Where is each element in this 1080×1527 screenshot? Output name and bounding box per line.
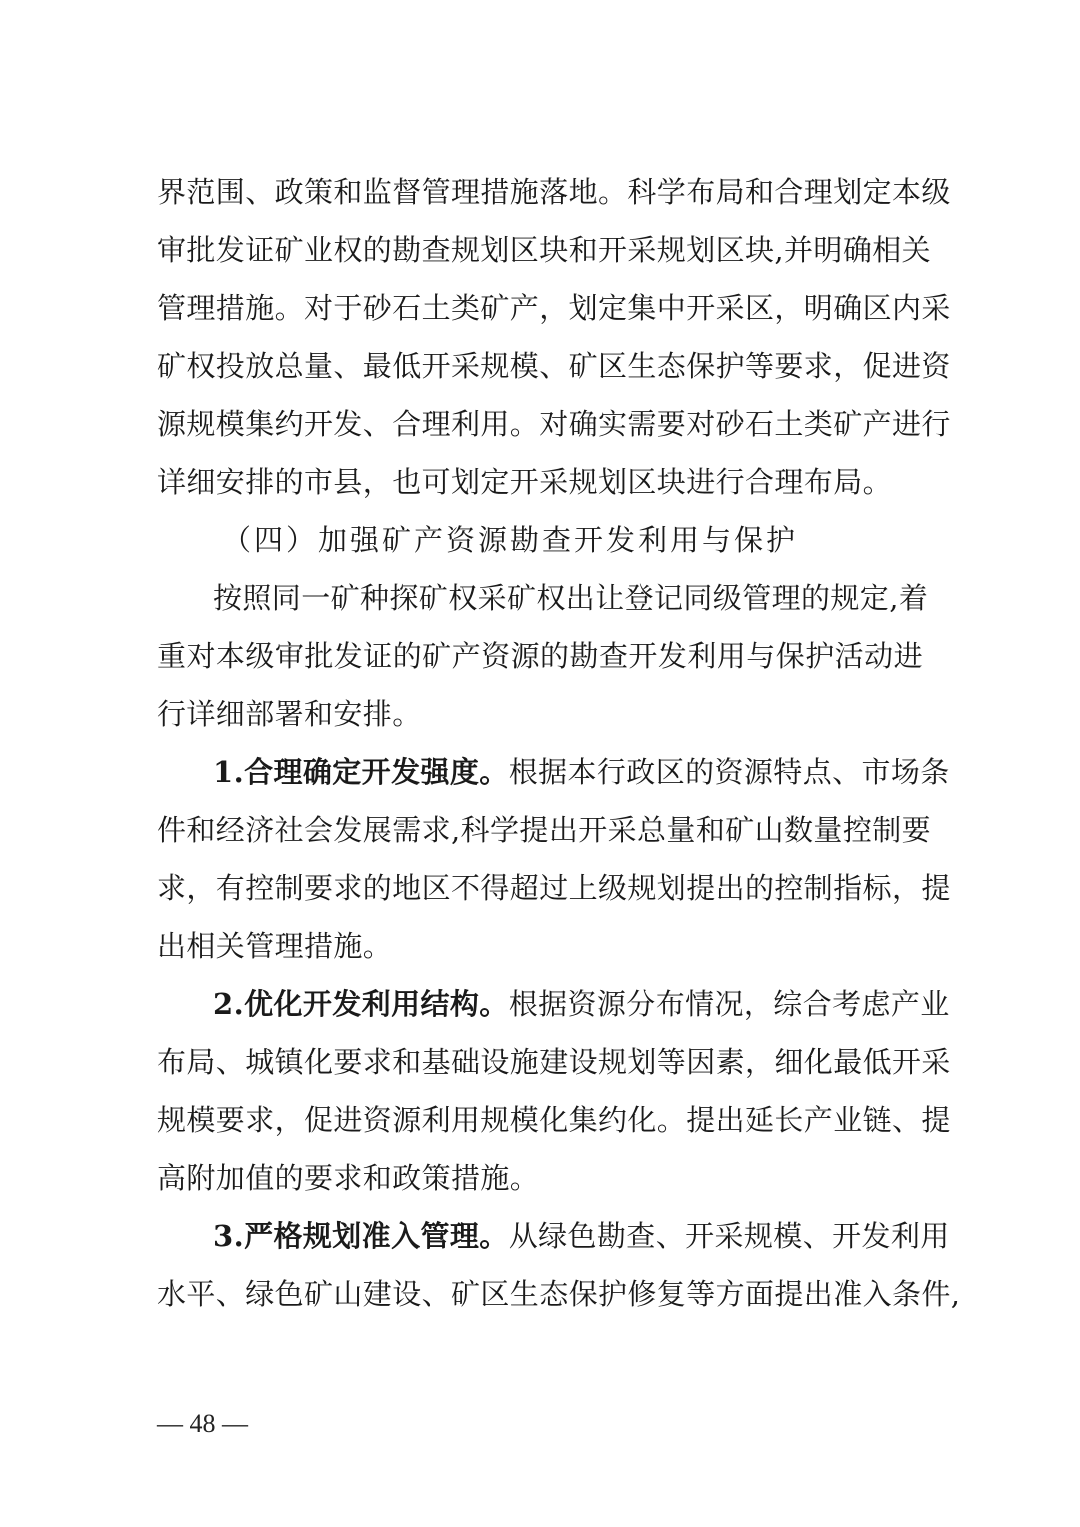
page-number: — 48 — xyxy=(157,1409,248,1438)
paragraph-line: 详细安排的市县，也可划定开采规划区块进行合理布局。 xyxy=(157,465,893,499)
paragraph-line: 高附加值的要求和政策措施。 xyxy=(157,1161,540,1195)
paragraph-line: 出相关管理措施。 xyxy=(157,929,393,963)
paragraph-line: 求，有控制要求的地区不得超过上级规划提出的控制指标，提 xyxy=(157,871,951,905)
paragraph-line: 行详细部署和安排。 xyxy=(157,697,422,731)
paragraph-line: 按照同一矿种探矿权采矿权出让登记同级管理的规定,着 xyxy=(213,581,929,615)
item-2-title: 2.优化开发利用结构。 xyxy=(213,987,509,1021)
item-1-text: 根据本行政区的资源特点、市场条 xyxy=(508,755,950,789)
paragraph-line: 规模要求，促进资源利用规模化集约化。提出延长产业链、提 xyxy=(157,1103,951,1137)
item-1-title: 1.合理确定开发强度。 xyxy=(213,755,509,789)
section-heading: （四）加强矿产资源勘查开发利用与保护 xyxy=(222,523,799,557)
paragraph-line: 重对本级审批发证的矿产资源的勘查开发利用与保护活动进 xyxy=(157,639,923,673)
paragraph-line: 管理措施。对于砂石土类矿产，划定集中开采区，明确区内采 xyxy=(157,291,951,325)
item-3-text: 从绿色勘查、开采规模、开发利用 xyxy=(508,1219,950,1253)
paragraph-line: 源规模集约开发、合理利用。对确实需要对砂石土类矿产进行 xyxy=(157,407,951,441)
paragraph-line: 界范围、政策和监督管理措施落地。科学布局和合理划定本级 xyxy=(157,175,951,209)
item-3-first-line xyxy=(213,1207,950,1265)
paragraph-line: 件和经济社会发展需求,科学提出开采总量和矿山数量控制要 xyxy=(157,813,932,847)
item-1-first-line xyxy=(213,743,950,801)
paragraph-line: 矿权投放总量、最低开采规模、矿区生态保护等要求，促进资 xyxy=(157,349,951,383)
paragraph-line: 布局、城镇化要求和基础设施建设规划等因素，细化最低开采 xyxy=(157,1045,951,1079)
item-2-first-line xyxy=(213,975,950,1033)
paragraph-line: 审批发证矿业权的勘查规划区块和开采规划区块,并明确相关 xyxy=(157,233,932,267)
item-3-title: 3.严格规划准入管理。 xyxy=(213,1219,509,1253)
item-2-text: 根据资源分布情况，综合考虑产业 xyxy=(508,987,950,1021)
paragraph-line: 水平、绿色矿山建设、矿区生态保护修复等方面提出准入条件, xyxy=(157,1277,961,1311)
